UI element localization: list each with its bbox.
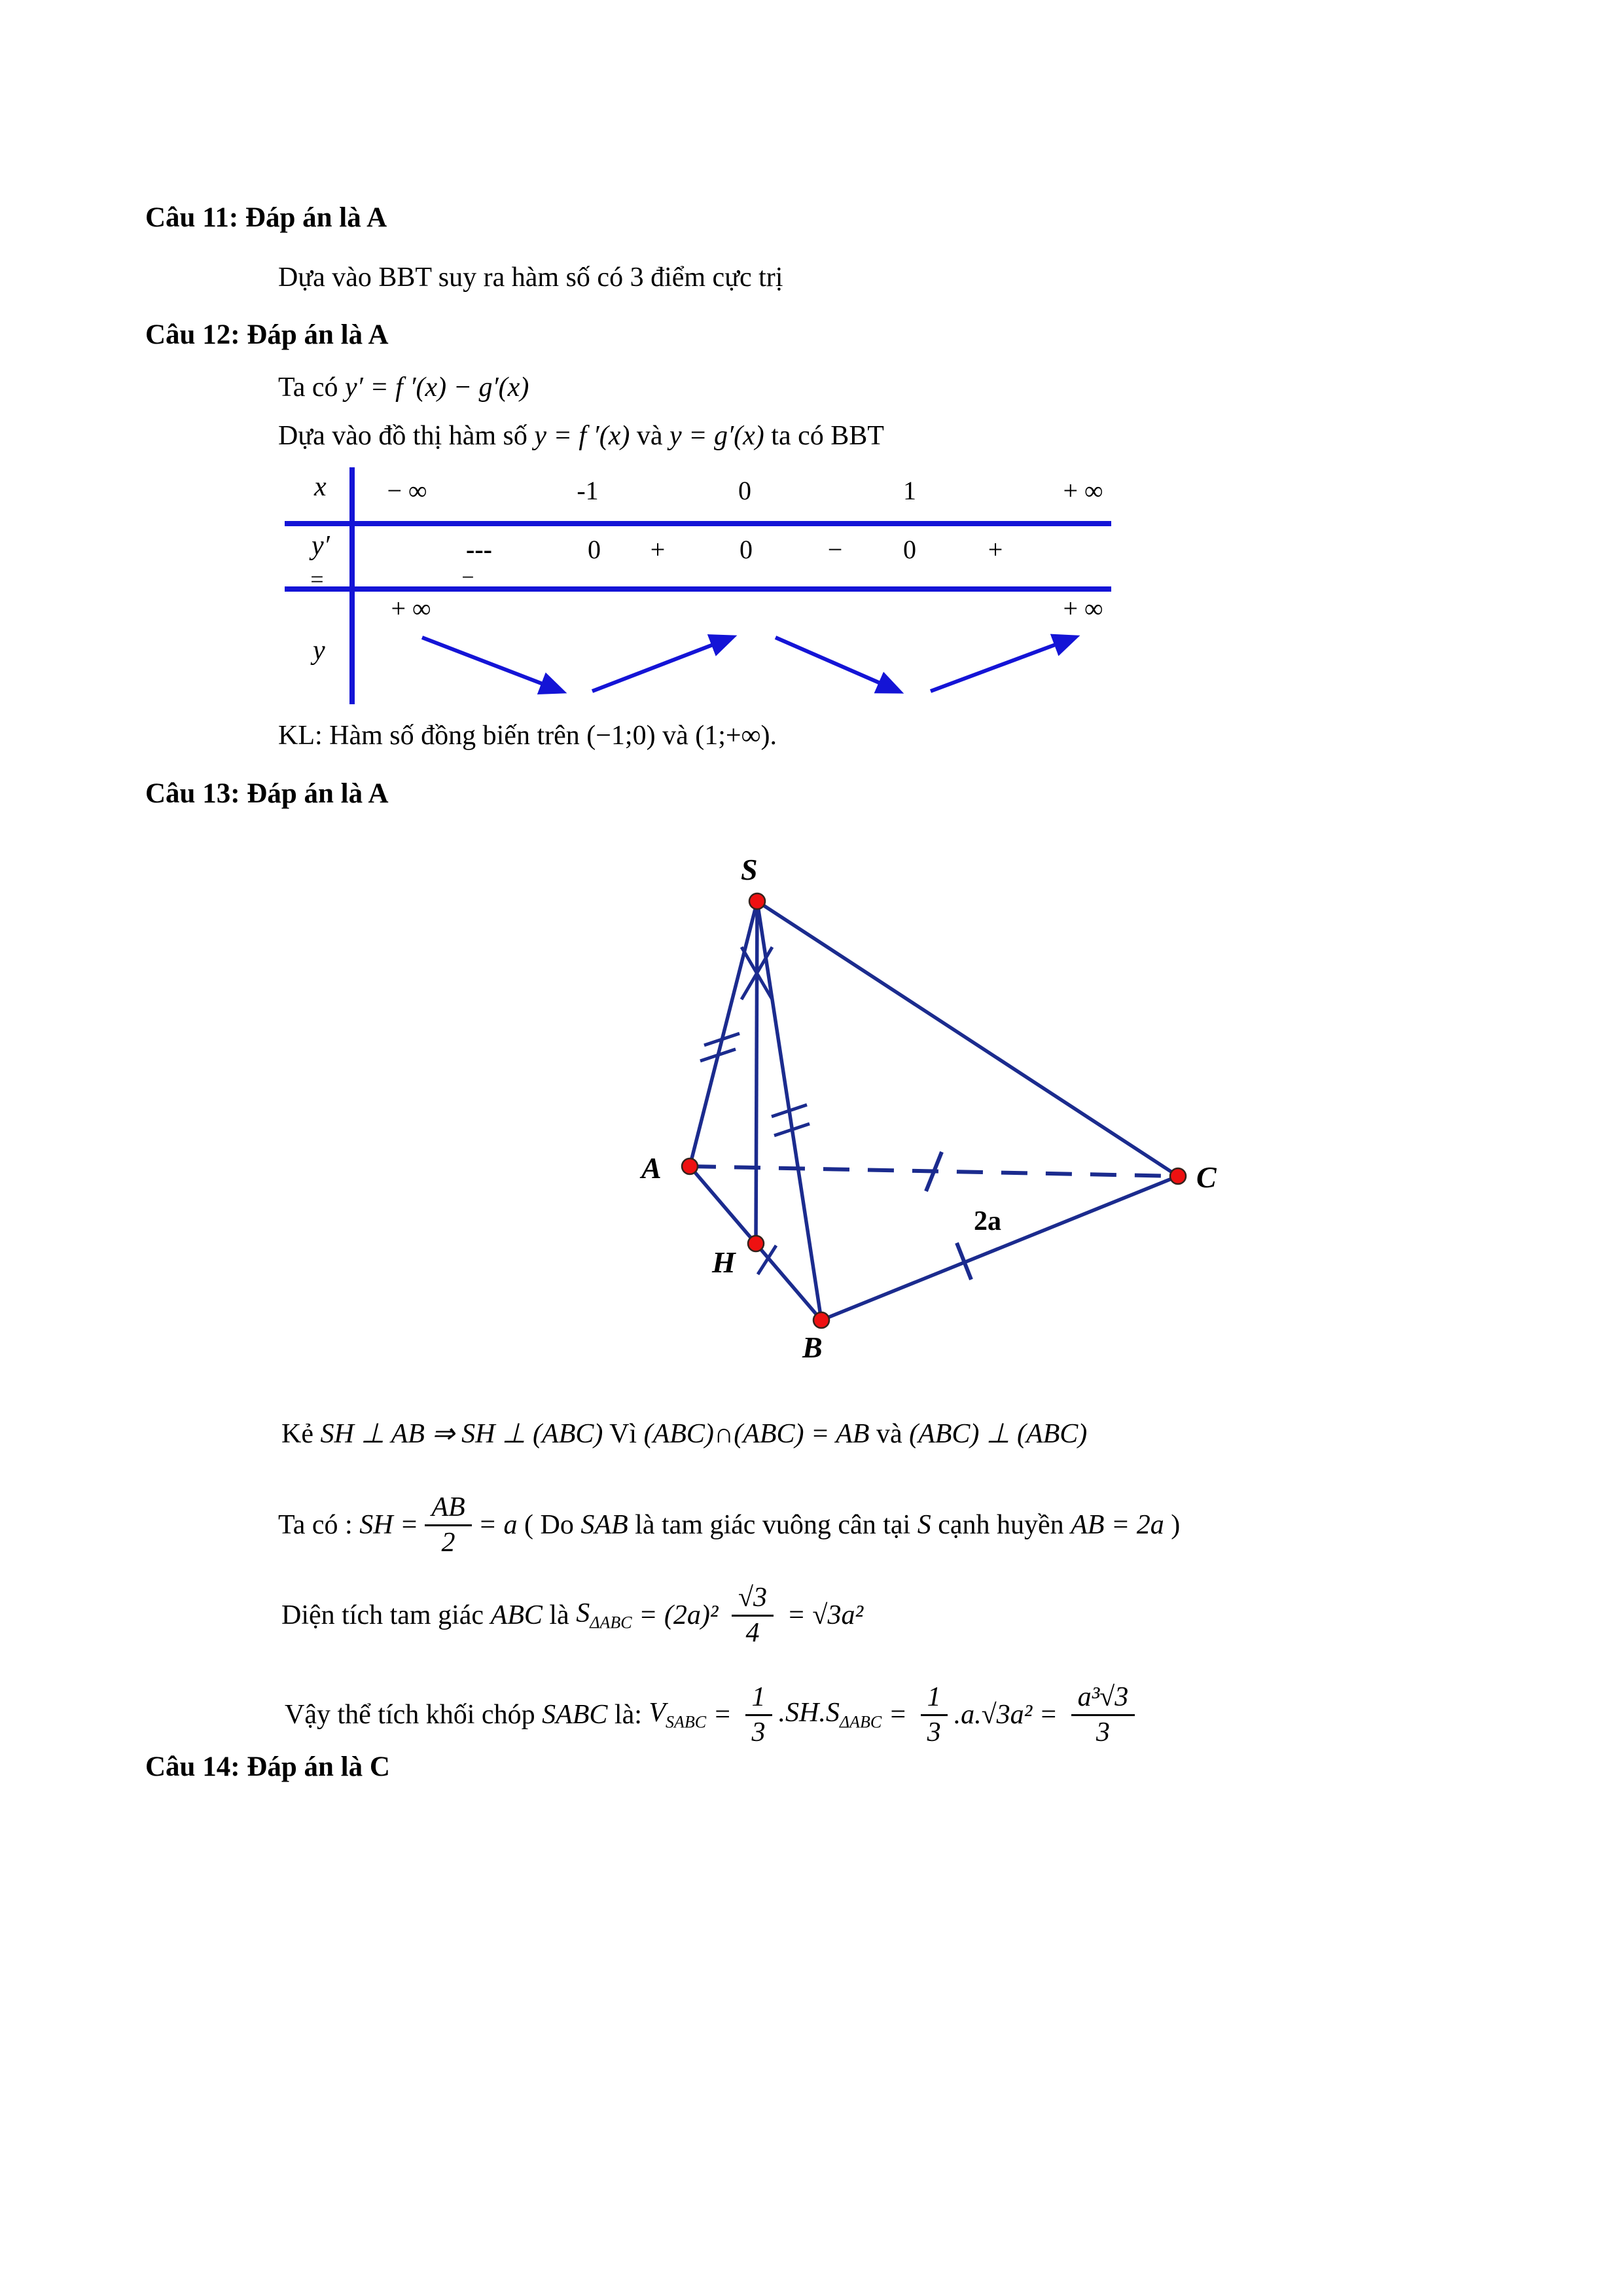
bbt-stray-dash: − xyxy=(461,565,474,590)
edge-SA xyxy=(690,901,757,1166)
bbt-y-limit-left: + ∞ xyxy=(391,594,431,623)
q13-line2-math3: SAB xyxy=(580,1510,628,1540)
q13-line1-math2: (ABC)∩(ABC) = AB xyxy=(643,1419,870,1449)
bbt-x-value: − ∞ xyxy=(387,476,427,505)
q13-line3-text1: Diện tích tam giác xyxy=(281,1600,491,1630)
fraction-a3sqrt3-3: $\frac{\text{a³√3}}{3}$ xyxy=(1071,1683,1135,1746)
q12-line1 xyxy=(278,372,529,403)
q13-line2-text3: là tam giác vuông cân tại xyxy=(628,1510,918,1540)
q13-line2-math1: SH = xyxy=(359,1510,419,1540)
pyramid-drawing xyxy=(622,844,1263,1381)
q13-line4 xyxy=(285,1662,1141,1767)
q13-line4-text1: Vậy thể tích khối chóp xyxy=(285,1700,543,1730)
fraction-AB-2: $\frac{AB}{2}$ xyxy=(425,1493,471,1556)
vertex-dot-A xyxy=(682,1158,698,1174)
bbt-y-row-label: y xyxy=(313,636,325,666)
q13-line3-eq2: = √3a² xyxy=(780,1600,864,1630)
pyramid-figure xyxy=(622,844,1263,1381)
bbt-yprime-sign: − xyxy=(827,535,843,564)
q12-line2-math1: y = f ′(x) xyxy=(534,421,630,451)
q13-line2-math4: S xyxy=(917,1510,931,1540)
bbt-yprime-zero: 0 xyxy=(740,535,753,564)
bbt-yprime-eq: = xyxy=(309,566,325,592)
volume-symbol: $V_{SABC}$ xyxy=(649,1698,707,1732)
q13-line2-text4: cạnh huyền xyxy=(931,1510,1071,1540)
bbt-yprime-sign: --- xyxy=(466,535,492,564)
vertex-label-H: H xyxy=(712,1246,736,1279)
edge-SH xyxy=(756,901,757,1244)
bbt-yprime-zero: 0 xyxy=(903,535,916,564)
area-symbol: $S_{\Delta ABC}$ xyxy=(576,1598,632,1632)
q13-line1-math1: SH ⊥ AB ⇒ SH ⊥ (ABC) xyxy=(320,1419,603,1449)
vertex-label-C: C xyxy=(1196,1160,1217,1194)
q13-line2-math2: = a xyxy=(478,1510,518,1540)
q14-heading: Câu 14: Đáp án là C xyxy=(145,1751,390,1782)
bbt-y-limit-right: + ∞ xyxy=(1063,594,1103,623)
q12-line2-math2: y = g′(x) xyxy=(669,421,764,451)
vertex-label-B: B xyxy=(802,1331,823,1364)
q12-line2-text2: và xyxy=(630,421,669,451)
q13-line1-text1: Kẻ xyxy=(281,1419,321,1449)
bbt-yprime-row-label: y′ xyxy=(312,531,330,561)
bbt-yprime-sign: + xyxy=(650,535,666,564)
bbt-x-value: -1 xyxy=(577,476,599,505)
bbt-x-value: 0 xyxy=(738,476,751,505)
q13-line1-text2: Vì xyxy=(603,1419,644,1449)
vertex-label-A: A xyxy=(641,1151,662,1185)
vertex-label-S: S xyxy=(741,853,758,886)
q13-line4-math3: .a.√3a² xyxy=(954,1700,1033,1730)
bbt-yprime-zero: 0 xyxy=(588,535,601,564)
edge-length-label: 2a xyxy=(974,1206,1001,1236)
q13-line3-eq1: = (2a)² xyxy=(632,1600,725,1630)
q12-line1-text: Ta có xyxy=(278,372,346,403)
q12-line2-text3: ta có BBT xyxy=(764,421,884,451)
q13-line1-math3: (ABC) ⊥ (ABC) xyxy=(909,1419,1088,1449)
q13-line3-math1: ABC xyxy=(490,1600,543,1630)
q13-line2-text5: ) xyxy=(1164,1510,1181,1540)
q13-line4-eq1: = xyxy=(706,1700,739,1730)
q13-line2-text2: ( Do xyxy=(517,1510,581,1540)
bbt-x-value: 1 xyxy=(903,476,916,505)
vertex-dot-B xyxy=(813,1312,829,1328)
bbt-arrow-up-1 xyxy=(592,637,732,691)
q13-line1 xyxy=(281,1417,1087,1450)
vertex-dot-C xyxy=(1170,1168,1186,1184)
q12-line1-math: y′ = f ′(x) − g′(x) xyxy=(345,372,529,403)
bbt-x-row-label: x xyxy=(314,472,327,502)
q13-line2-text1: Ta có : xyxy=(278,1510,360,1540)
q12-heading: Câu 12: Đáp án là A xyxy=(145,319,389,350)
edge-BC xyxy=(821,1176,1178,1320)
bbt-variation-table xyxy=(164,466,1119,709)
q13-line4-eq3: = xyxy=(1032,1700,1065,1730)
bbt-lines xyxy=(164,466,1119,709)
fraction-1-3-b: $\frac{1}{3}$ xyxy=(921,1683,948,1746)
q13-line2-math5: AB = 2a xyxy=(1071,1510,1164,1540)
q13-line1-text3: và xyxy=(869,1419,910,1449)
bbt-arrow-up-2 xyxy=(931,637,1075,691)
q13-line4-math1: SABC xyxy=(542,1700,608,1730)
edge-SC xyxy=(757,901,1178,1176)
q11-body: Dựa vào BBT suy ra hàm số có 3 điểm cực trị xyxy=(278,262,783,293)
q12-line2-text1: Dựa vào đồ thị hàm số xyxy=(278,421,535,451)
q13-line4-text2: là: xyxy=(607,1700,649,1730)
bbt-yprime-sign: + xyxy=(988,535,1003,564)
bbt-arrow-down-1 xyxy=(422,637,562,691)
q13-line4-eq2: = xyxy=(882,1700,914,1730)
fraction-1-3-a: $\frac{1}{3}$ xyxy=(745,1683,772,1746)
bbt-arrow-down-2 xyxy=(776,637,899,691)
q13-line3 xyxy=(281,1570,863,1661)
q12-conclusion: KL: Hàm số đồng biến trên (−1;0) và (1;+∞). xyxy=(278,721,777,751)
q13-line4-math2: $.SH.S_{\Delta ABC}$ xyxy=(778,1698,882,1732)
fraction-sqrt3-4: $\frac{√3}{4}$ xyxy=(732,1583,774,1647)
q13-line2 xyxy=(278,1487,1180,1563)
q13-heading: Câu 13: Đáp án là A xyxy=(145,778,389,809)
vertex-dot-S xyxy=(749,893,765,909)
q11-heading: Câu 11: Đáp án là A xyxy=(145,202,387,233)
vertex-dot-H xyxy=(748,1236,764,1251)
q12-line2 xyxy=(278,420,884,452)
bbt-x-value: + ∞ xyxy=(1063,476,1103,505)
q13-line3-text2: là xyxy=(542,1600,577,1630)
